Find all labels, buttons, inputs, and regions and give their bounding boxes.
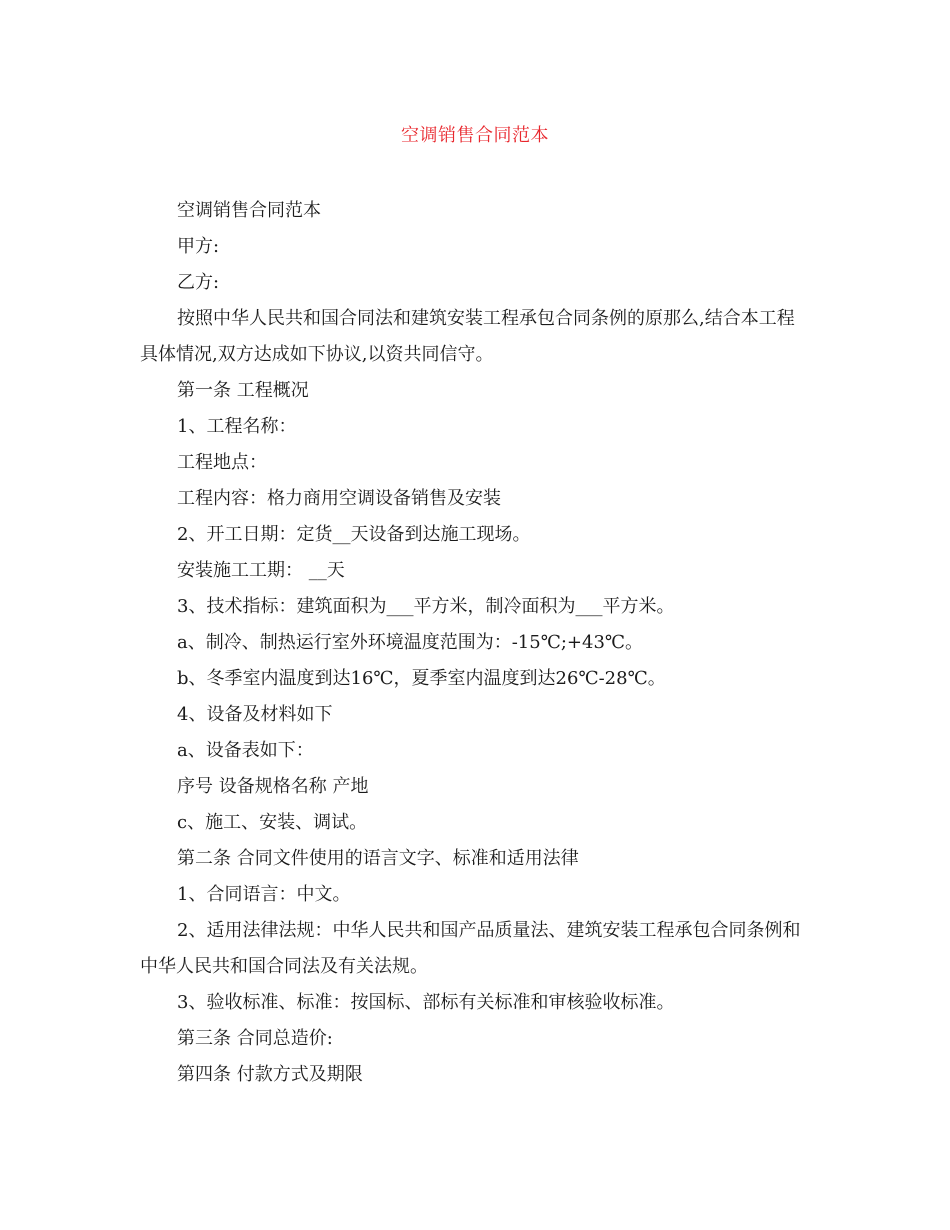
paragraph-party-a: 甲方: — [177, 236, 220, 257]
paragraph-construction-period: 安装施工工期： __天 — [177, 560, 345, 581]
paragraph-contract-language: 1、合同语言：中文。 — [177, 884, 351, 905]
document-title: 空调销售合同范本 — [401, 125, 549, 146]
paragraph-article-1-heading: 第一条 工程概况 — [177, 380, 309, 401]
paragraph-applicable-laws: 2、适用法律法规：中华人民共和国产品质量法、建筑安装工程承包合同条例和中华人民共和国合同法及有关法规。 — [140, 920, 801, 977]
paragraph-party-b: 乙方: — [177, 272, 220, 293]
paragraph-acceptance-standards: 3、验收标准、标准：按国标、部标有关标准和审核验收标准。 — [177, 992, 675, 1013]
paragraph-equipment-list: a、设备表如下： — [177, 740, 314, 761]
paragraph-equipment-columns: 序号 设备规格名称 产地 — [177, 776, 369, 797]
paragraph-subtitle: 空调销售合同范本 — [177, 200, 321, 221]
paragraph-preamble: 按照中华人民共和国合同法和建筑安装工程承包合同条例的原那么,结合本工程具体情况,双方达成如下协议,以资共同信守。 — [140, 308, 795, 365]
paragraph-technical-indicators: 3、技术指标：建筑面积为___平方米，制冷面积为___平方米。 — [177, 596, 675, 617]
paragraph-outdoor-temperature: a、制冷、制热运行室外环境温度范围为：-15℃;+43℃。 — [177, 632, 644, 653]
paragraph-project-name: 1、工程名称： — [177, 416, 297, 437]
paragraph-article-2-heading: 第二条 合同文件使用的语言文字、标准和适用法律 — [177, 848, 579, 869]
paragraph-article-3-heading: 第三条 合同总造价: — [177, 1028, 333, 1049]
paragraph-project-location: 工程地点： — [177, 452, 267, 473]
paragraph-equipment-materials: 4、设备及材料如下 — [177, 704, 333, 725]
paragraph-project-content: 工程内容：格力商用空调设备销售及安装 — [177, 488, 501, 509]
paragraph-start-date: 2、开工日期：定货__天设备到达施工现场。 — [177, 524, 531, 545]
paragraph-installation: c、施工、安装、调试。 — [177, 812, 368, 833]
paragraph-indoor-temperature: b、冬季室内温度到达16℃，夏季室内温度到达26℃-28℃。 — [177, 668, 666, 689]
paragraph-article-4-heading: 第四条 付款方式及期限 — [177, 1064, 363, 1085]
document-body — [140, 193, 805, 1093]
